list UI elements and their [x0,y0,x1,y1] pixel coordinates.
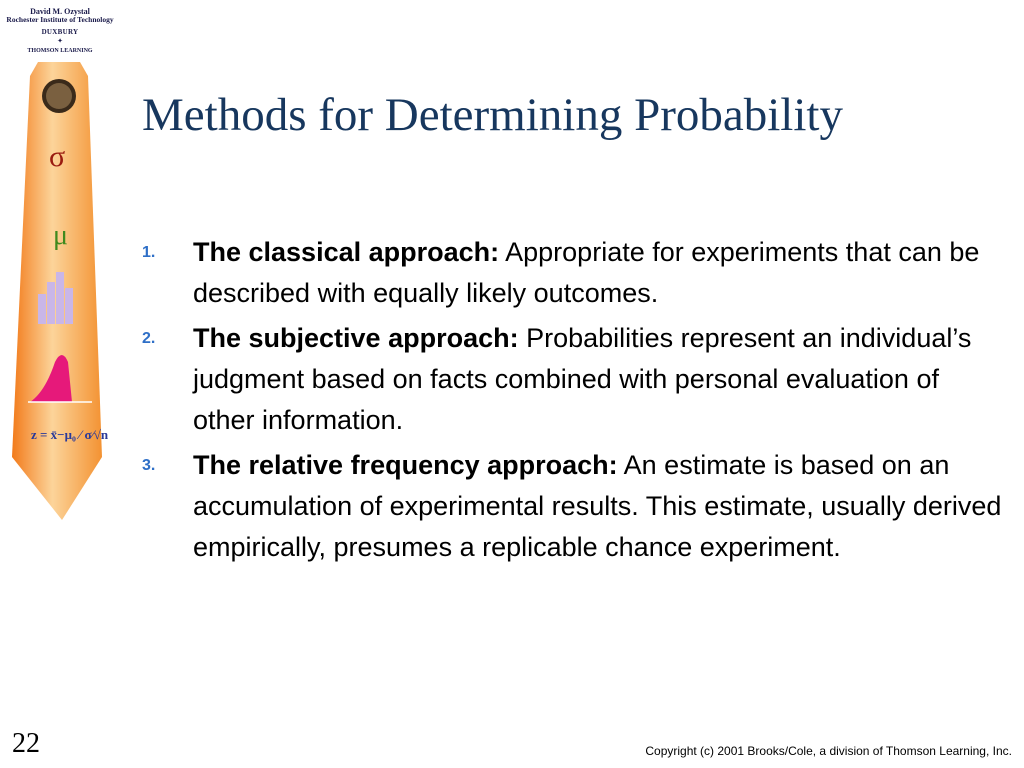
list-item [142,232,1004,314]
list-item [142,318,1004,441]
publisher-subtitle: THOMSON LEARNING [27,47,93,54]
author-name: David M. Ozystal [30,7,90,16]
z-score-formula: z = x̄−μ₀ ⁄ σ⁄√n [31,427,109,442]
slide-number: 22 [12,728,40,759]
item-term: The relative frequency approach: [193,450,618,480]
list-item [142,445,1004,568]
item-description: An estimate is based on an accumulation of experimental results. This estimate, usually derived empirically, presumes a replicable chance experiment. [193,450,1002,562]
histogram-bar [65,288,73,324]
necktie-illustration [0,62,120,532]
item-term: The subjective approach: [193,323,519,353]
histogram-bar [38,294,46,324]
histogram-bar [47,282,55,324]
item-description: Appropriate for experiments that can be described with equally likely outcomes. [193,237,980,308]
item-number: 2. [142,330,156,347]
slide-title: Methods for Determining Probability [142,89,843,141]
item-number: 1. [142,244,156,261]
publisher-name: DUXBURY [41,28,79,37]
item-term: The classical approach: [193,237,500,267]
item-description: Probabilities represent an individual’s judgment based on facts combined with personal evaluation of other information. [193,323,972,435]
mu-icon: μ [53,220,69,251]
methods-list [142,232,1004,572]
item-number: 3. [142,457,156,474]
star-icon: ✦ [57,36,63,45]
histogram-bar [56,272,64,324]
copyright-notice: Copyright (c) 2001 Brooks/Cole, a division of Thomson Learning, Inc. [645,744,1012,758]
sigma-icon: σ [49,140,66,173]
decorative-sidebar [0,0,120,540]
globe-inner [46,83,72,109]
institution-name: Rochester Institute of Technology [6,15,114,25]
publisher-logo [0,8,120,54]
